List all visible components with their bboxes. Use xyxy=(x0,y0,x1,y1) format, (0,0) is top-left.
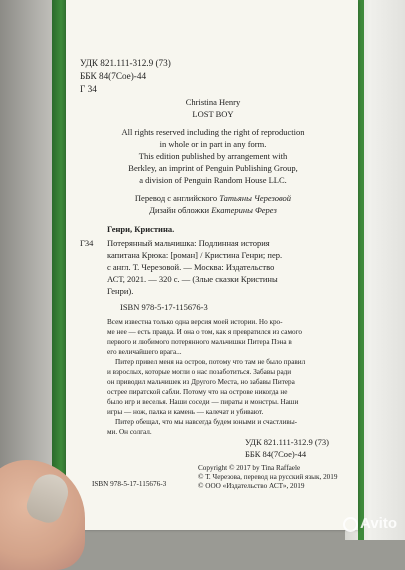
annotation-line: первого и любимого потерянного мальчишки Питера Пэна в xyxy=(107,338,292,346)
annotation-line: ми. Он солгал. xyxy=(107,428,152,436)
catalog-line-1: Потерянный мальчишка: Подлинная история xyxy=(107,238,270,248)
catalog-line-2: капитана Крюка: [роман] / Кристина Генри; пер. xyxy=(107,250,283,260)
bbk-code: ББК 84(7Сое)-44 xyxy=(80,71,147,81)
author-code: Г 34 xyxy=(80,84,97,94)
udk-code: УДК 821.111-312.9 (73) xyxy=(80,58,171,68)
original-author: Christina Henry xyxy=(185,97,241,107)
catalog-line-5: Генри). xyxy=(107,286,134,296)
catalog-line-4: АСТ, 2021. — 320 с. — (Злые сказки Кристины xyxy=(107,274,278,284)
bbk-code-bottom: ББК 84(7Сое)-44 xyxy=(245,449,307,459)
annotation-line: Всем известна только одна версия моей истории. Но кро- xyxy=(107,318,283,326)
copyright-line: Copyright © 2017 by Tina Raffaele xyxy=(198,464,301,472)
annotation-line: ме нее — есть правда. И она о том, как я превратился из самого xyxy=(107,328,302,336)
watermark-text: Avito xyxy=(360,515,397,532)
designer-label: Дизайн обложки xyxy=(149,205,212,215)
copyright-line: © ООО «Издательство АСТ», 2019 xyxy=(198,482,305,490)
designer-name: Екатерины Ферез xyxy=(211,205,277,215)
rights-line-5: a division of Penguin Random House LLC. xyxy=(139,175,287,185)
designer-credit xyxy=(78,205,348,216)
rights-line-1: All rights reserved including the right of reproduction xyxy=(121,127,305,137)
rights-line-3: This edition published by arrangement with xyxy=(138,151,288,161)
annotation-line: игры — нож, палка и камень — калечат и убивают. xyxy=(107,408,264,416)
annotation-line: острее пиратской сабли. Потому что на острове никогда не xyxy=(107,388,288,396)
translator-label: Перевод с английского xyxy=(134,193,220,203)
catalog-isbn: ISBN 978-5-17-115676-3 xyxy=(120,302,208,312)
rights-line-2: in whole or in part in any form. xyxy=(159,139,267,149)
annotation-line: было игр и веселья. Наши соседи — пираты и монстры. Наши xyxy=(107,398,299,406)
translator-name: Татьяны Черезовой xyxy=(219,193,292,203)
catalog-code: Г34 xyxy=(80,238,94,248)
avito-logo-icon xyxy=(343,517,358,532)
annotation-line: и взрослых, которые могли о нас позаботиться. Забавы ради xyxy=(107,368,292,376)
cover-edge xyxy=(358,0,364,540)
translator-credit xyxy=(78,193,348,204)
annotation-line: Питер обещал, что мы навсегда будем юными и счастливы- xyxy=(115,418,298,426)
copyright-line: © Т. Черезова, перевод на русский язык, 2019 xyxy=(198,473,338,481)
rights-line-4: Berkley, an imprint of Penguin Publishing Group, xyxy=(128,163,298,173)
original-title: LOST BOY xyxy=(192,109,234,119)
catalog-line-3: с англ. Т. Черезовой. — Москва: Издательство xyxy=(107,262,275,272)
udk-code-bottom: УДК 821.111-312.9 (73) xyxy=(245,437,329,447)
annotation-line: Питер привел меня на остров, потому что там не было правил xyxy=(115,358,306,366)
catalog-heading: Генри, Кристина. xyxy=(107,224,175,234)
footer-isbn: ISBN 978-5-17-115676-3 xyxy=(92,480,167,488)
annotation-line: он приводил мальчишек из Другого Места, но забавы Питера xyxy=(107,378,295,386)
annotation-line: его величайшего врага... xyxy=(107,348,182,356)
avito-watermark xyxy=(343,515,397,532)
